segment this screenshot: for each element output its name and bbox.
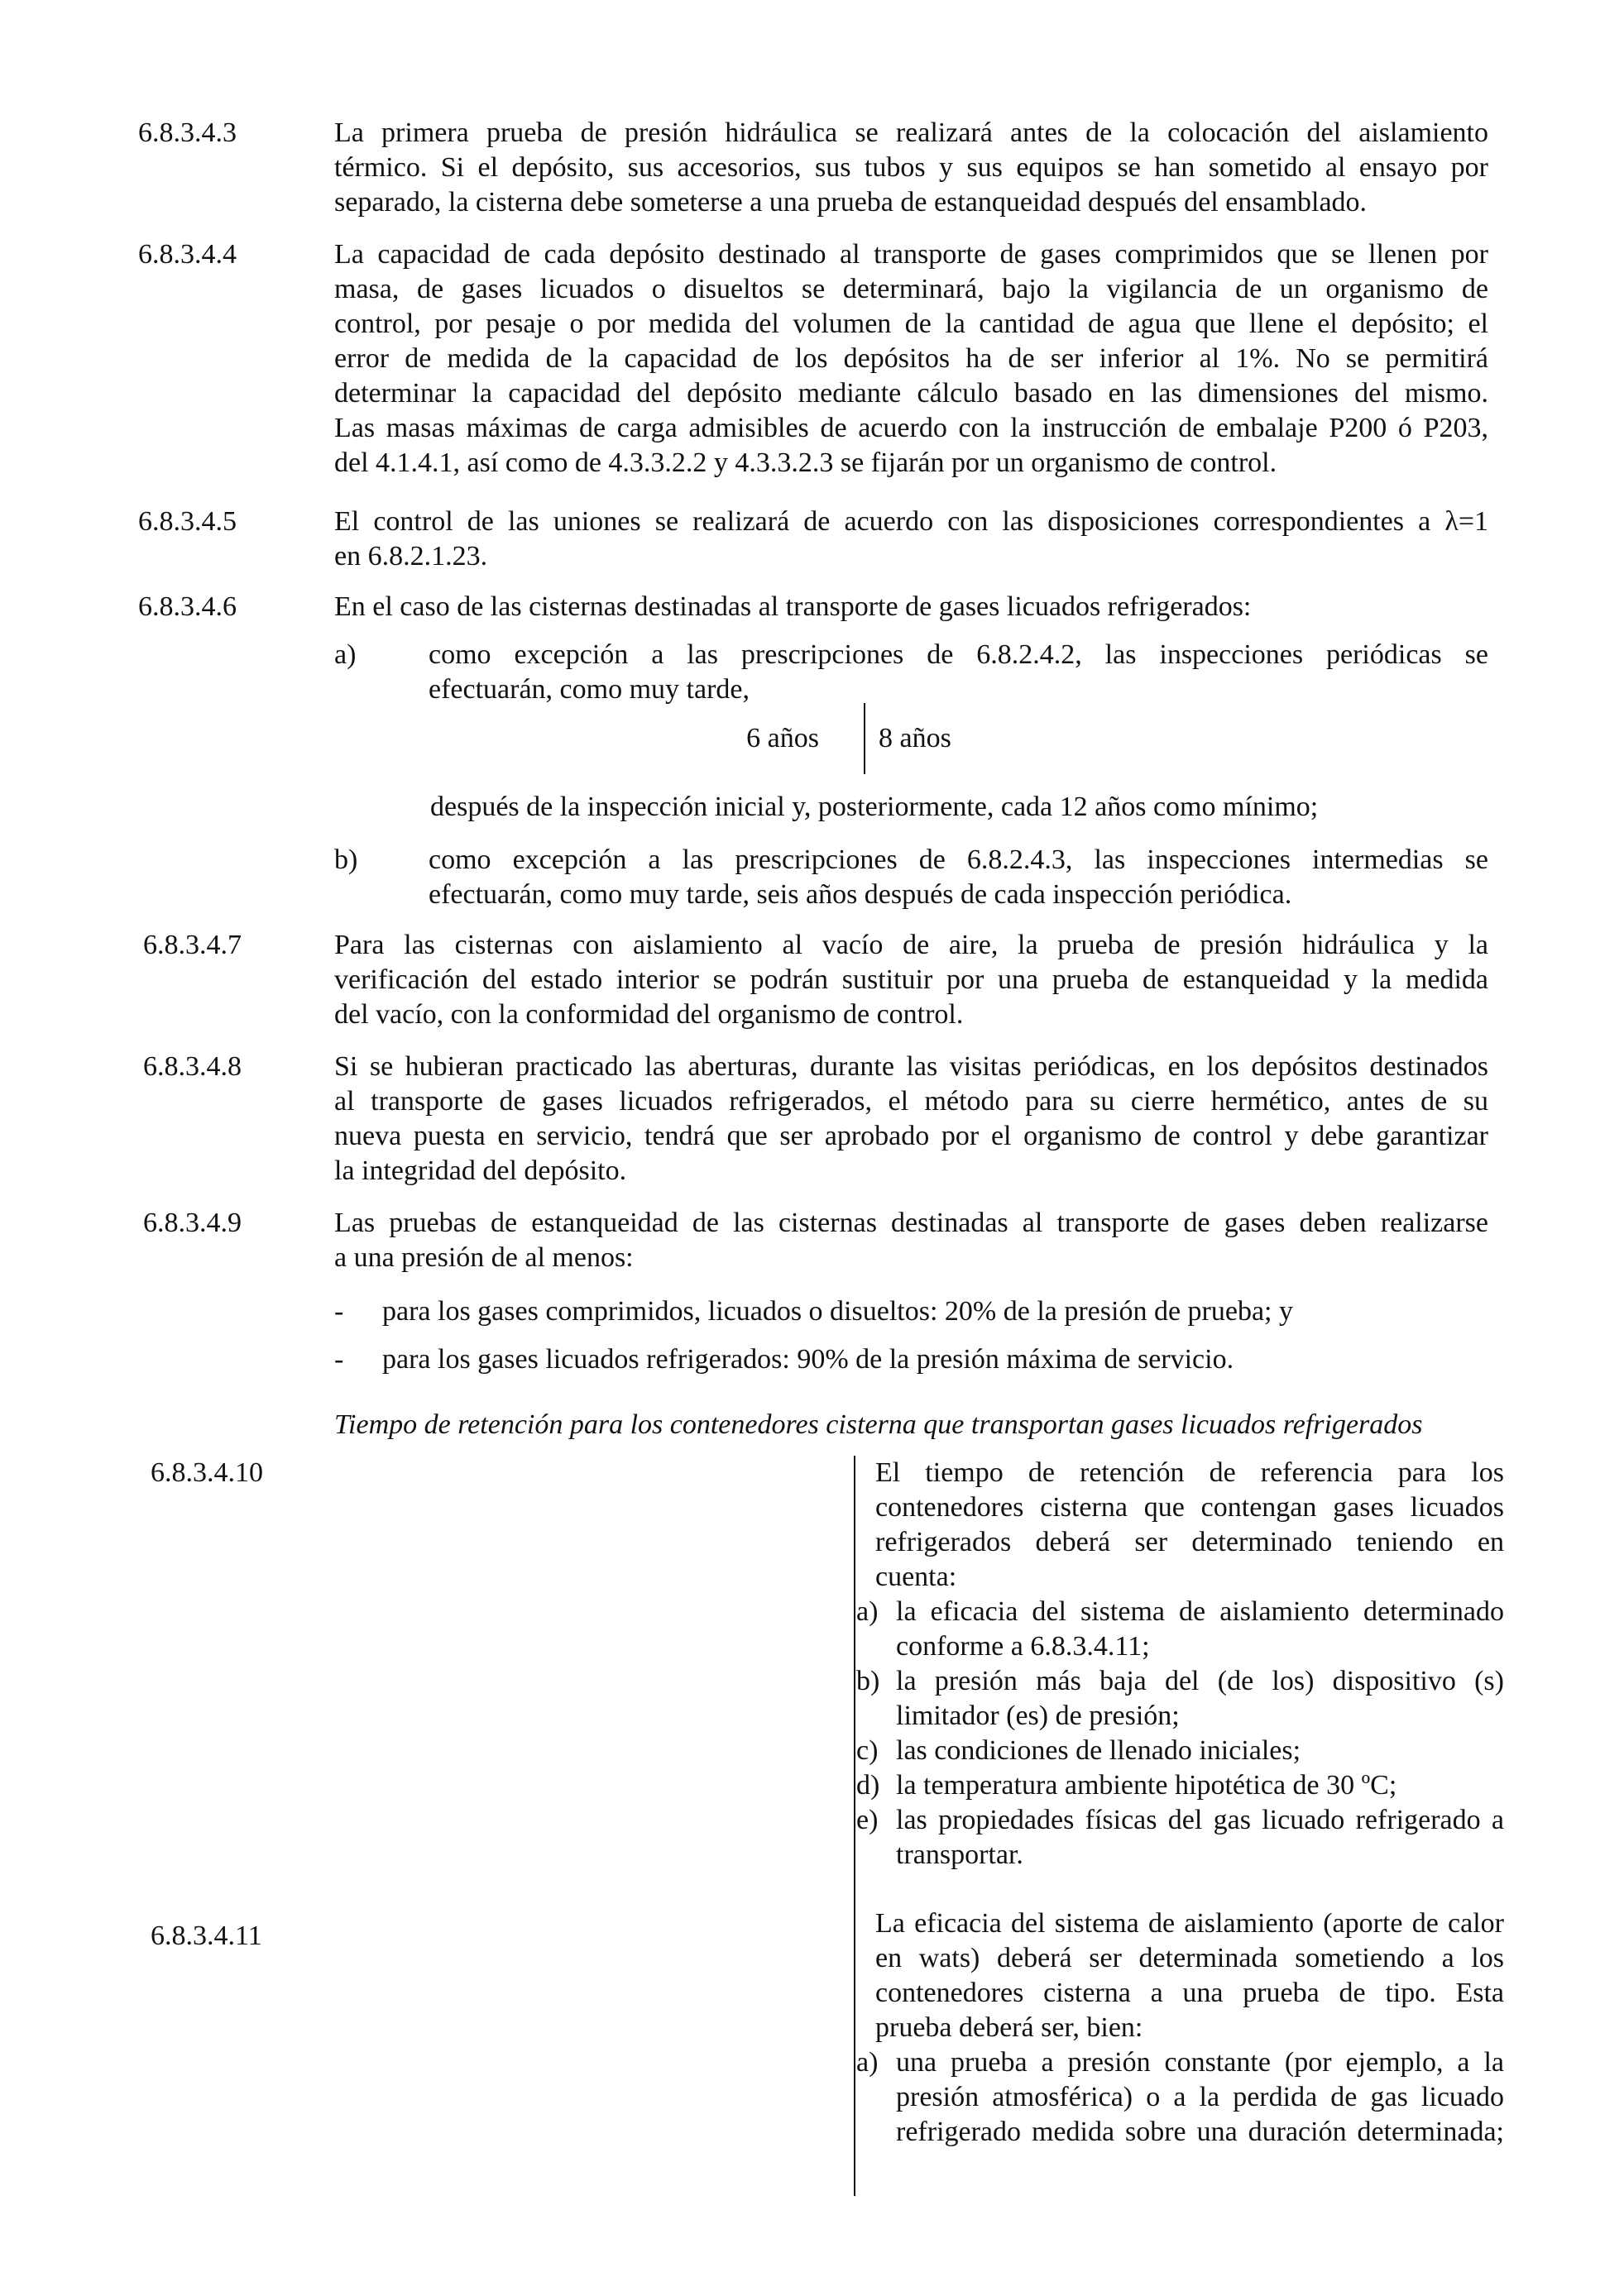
section-number: 6.8.3.4.5 [138,506,237,537]
text-line: Las pruebas de estanqueidad de las cisternas destinadas al transporte de gases deben realizarse [334,1208,1488,1238]
text-line: del vacío, con la conformidad del organismo de control. [334,999,964,1030]
period-left: 6 años [746,723,819,753]
section-intro: En el caso de las cisternas destinadas al transporte de gases licuados refrigerados: [334,591,1252,622]
text-line: como excepción a las prescripciones de 6.8.2.4.3, las inspecciones intermedias se [429,844,1488,875]
text-line: contenedores cisterna a una prueba de tipo. Esta [875,1978,1504,2008]
text-line: a una presión de al menos: [334,1242,634,1273]
text-line: una prueba a presión constante (por ejemplo, a la [896,2047,1504,2078]
section-number: 6.8.3.4.4 [138,239,237,270]
text-line: El control de las uniones se realizará de acuerdo con las disposiciones correspondientes a λ=1 [334,506,1488,537]
section-number: 6.8.3.4.7 [143,930,242,960]
section-number: 6.8.3.4.8 [143,1051,242,1082]
item-text [896,1803,1504,1873]
section-number-6-8-3-4-10: 6.8.3.4.10 [151,1457,263,1488]
section-number-6-8-3-4-11: 6.8.3.4.11 [151,1921,262,1951]
text-line: como excepción a las prescripciones de 6.8.2.4.2, las inspecciones periódicas se [429,639,1488,670]
period-right: 8 años [879,723,951,753]
text-line: transportar. [896,1839,1023,1870]
item-text [429,638,1488,707]
item-text [429,843,1488,912]
text-line: La eficacia del sistema de aislamiento (aporte de calor [875,1908,1504,1939]
section-number: 6.8.3.4.6 [138,591,237,622]
text-line: cuenta: [875,1562,957,1592]
item-label: b) [334,844,358,875]
bullet-text: para los gases comprimidos, licuados o disueltos: 20% de la presión de prueba; y [382,1296,1293,1327]
text-line: refrigerado medida sobre una duración determinada; [896,2117,1504,2147]
item-label: c) [856,1735,879,1766]
text-line: masa, de gases licuados o disueltos se determinará, bajo la vigilancia de un organismo de [334,274,1488,304]
section-text [334,1206,1488,1275]
text-line: las propiedades físicas del gas licuado refrigerado a [896,1805,1504,1835]
text-line: las condiciones de llenado iniciales; [896,1735,1301,1766]
text-line: al transporte de gases licuados refrigerados, el método para su cierre hermético, antes de su [334,1086,1488,1117]
bullet-text: para los gases licuados refrigerados: 90% de la presión máxima de servicio. [382,1344,1234,1375]
item-text [896,1734,1504,1768]
section-text [334,116,1488,220]
text-line: contenedores cisterna que contengan gases licuados [875,1492,1504,1523]
item-label: d) [856,1770,880,1801]
column-divider [854,1456,855,2196]
section-text [334,237,1488,481]
item-text [896,1664,1504,1734]
text-line: Para las cisternas con aislamiento al vacío de aire, la prueba de presión hidráulica y la [334,930,1488,960]
bullet-dash: - [334,1344,344,1375]
text-line: en 6.8.2.1.23. [334,541,488,572]
text-line: limitador (es) de presión; [896,1700,1180,1731]
text-line: nueva puesta en servicio, tendrá que ser aprobado por el organismo de control y debe garantizar [334,1121,1488,1151]
text-line: efectuarán, como muy tarde, seis años después de cada inspección periódica. [429,879,1292,910]
text-line: del 4.1.4.1, así como de 4.3.3.2.2 y 4.3.3.2.3 se fijarán por un organismo de control. [334,447,1277,478]
item-text [896,1768,1504,1803]
text-line: prueba deberá ser, bien: [875,2012,1143,2043]
text-line: La primera prueba de presión hidráulica se realizará antes de la colocación del aislamiento [334,117,1488,148]
text-line: Las masas máximas de carga admisibles de acuerdo con la instrucción de embalaje P200 ó P203, [334,413,1488,443]
text-line: presión atmosférica) o a la perdida de gas licuado [896,2082,1504,2112]
section-6-8-3-4-10-text [875,1456,1504,1595]
bullet-dash: - [334,1296,344,1327]
section-6-8-3-4-11-text [875,1906,1504,2045]
text-line: la eficacia del sistema de aislamiento determinado [896,1596,1504,1627]
text-line: refrigerados deberá ser determinado teniendo en [875,1527,1504,1557]
item-label: e) [856,1805,879,1835]
item-label: a) [856,1596,879,1627]
section-after-text: después de la inspección inicial y, posteriormente, cada 12 años como mínimo; [430,792,1319,822]
item-text [896,1595,1504,1664]
section-number: 6.8.3.4.9 [143,1208,242,1238]
text-line: la temperatura ambiente hipotética de 30 ºC; [896,1770,1397,1801]
text-line: determinar la capacidad del depósito mediante cálculo basado en las dimensiones del mismo. [334,378,1488,409]
text-line: efectuarán, como muy tarde, [429,674,750,705]
section-text [334,928,1488,1032]
text-line: La capacidad de cada depósito destinado al transporte de gases comprimidos que se llenen por [334,239,1488,270]
text-line: Si se hubieran practicado las aberturas, durante las visitas periódicas, en los depósitos destinados [334,1051,1488,1082]
text-line: verificación del estado interior se podrán sustituir por una prueba de estanqueidad y la medida [334,964,1488,995]
section-number: 6.8.3.4.3 [138,117,237,148]
text-line: conforme a 6.8.3.4.11; [896,1631,1150,1662]
text-line: El tiempo de retención de referencia para los [875,1457,1504,1488]
text-line: térmico. Si el depósito, sus accesorios, sus tubos y sus equipos se han sometido al ensayo por [334,152,1488,183]
item-label: a) [334,639,357,670]
subsection-heading: Tiempo de retención para los contenedores cisterna que transportan gases licuados refrigerados [334,1409,1423,1440]
text-line: error de medida de la capacidad de los depósitos ha de ser inferior al 1%. No se permitirá [334,343,1488,374]
text-line: en wats) deberá ser determinada sometiendo a los [875,1943,1504,1973]
text-line: separado, la cisterna debe someterse a una prueba de estanqueidad después del ensamblado. [334,187,1368,218]
column-divider [864,703,865,774]
item-label: a) [856,2047,879,2078]
item-text [896,2045,1504,2150]
text-line: la integridad del depósito. [334,1155,627,1186]
section-text [334,505,1488,574]
item-label: b) [856,1666,880,1696]
text-line: control, por pesaje o por medida del volumen de la cantidad de agua que llene el depósito; el [334,309,1488,339]
section-text [334,1050,1488,1189]
text-line: la presión más baja del (de los) dispositivo (s) [896,1666,1504,1696]
